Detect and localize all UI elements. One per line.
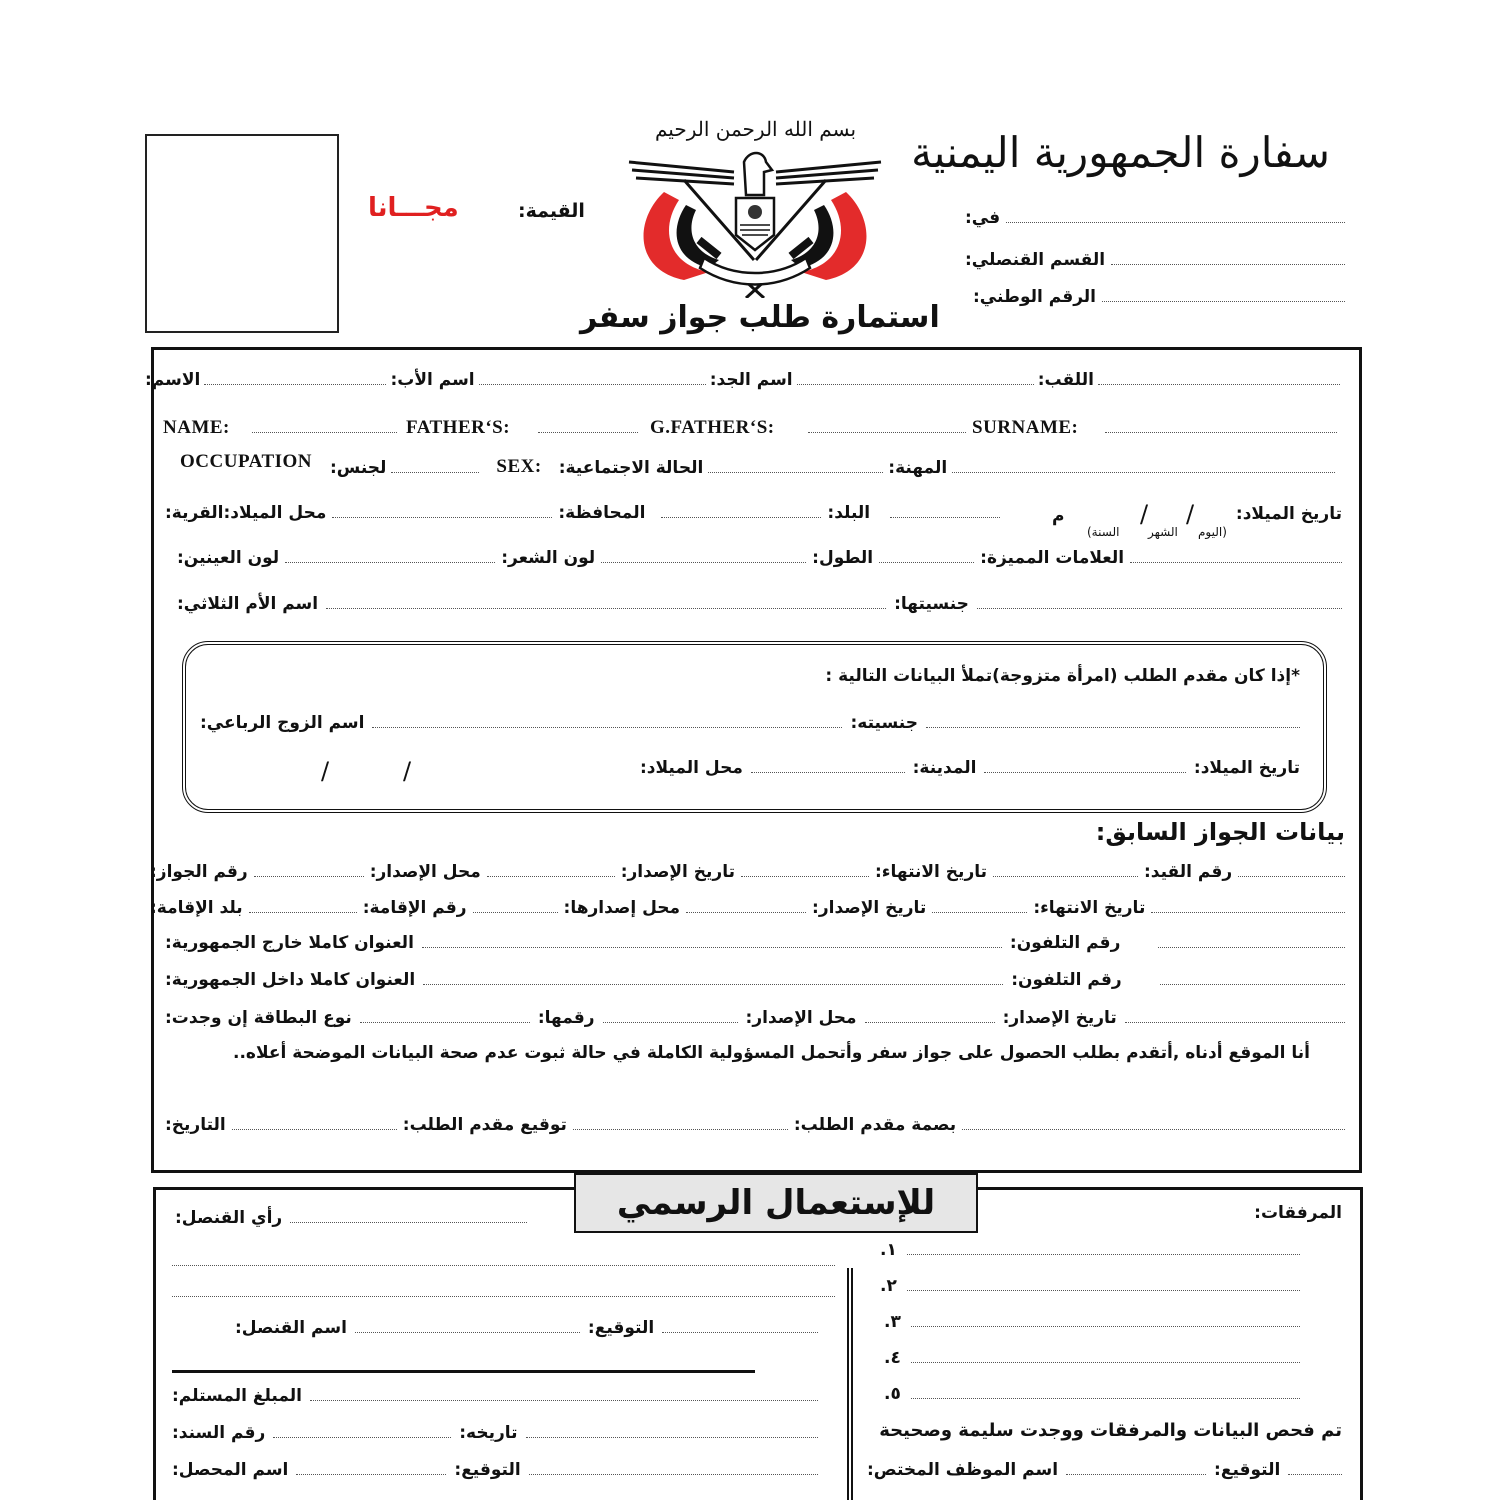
collector-row bbox=[172, 1460, 818, 1480]
husband-name-label: اسم الزوج الرباعي: bbox=[200, 713, 365, 733]
basmala: بسم الله الرحمن الرحيم bbox=[655, 117, 857, 141]
distinguishing-marks-input[interactable] bbox=[1130, 562, 1342, 563]
husband-city-input[interactable] bbox=[984, 772, 1185, 773]
attachment-item bbox=[880, 1276, 1300, 1296]
receipt-row bbox=[172, 1423, 818, 1443]
surname-ar-label: اللقب: bbox=[1037, 370, 1094, 390]
surname-en-input[interactable] bbox=[1105, 432, 1337, 433]
consul-opinion-input[interactable] bbox=[290, 1222, 527, 1223]
passport-row-1 bbox=[150, 862, 1345, 882]
husband-nationality-label: جنسيته: bbox=[850, 713, 918, 733]
address-abroad-input[interactable] bbox=[422, 947, 1002, 948]
attachment-item bbox=[884, 1384, 1300, 1404]
consul-opinion-row bbox=[175, 1208, 527, 1228]
official-use-box bbox=[153, 1187, 1363, 1500]
husband-birth-row bbox=[640, 758, 1300, 778]
address-home-label: العنوان كاملا داخل الجمهورية: bbox=[165, 970, 416, 990]
attachment-item bbox=[884, 1348, 1300, 1368]
officer-name-label: اسم الموظف المختص: bbox=[867, 1460, 1059, 1480]
officer-row bbox=[867, 1460, 1342, 1480]
mother-name-label: اسم الأم الثلاثي: bbox=[177, 594, 319, 614]
consul-name-label: اسم القنصل: bbox=[235, 1318, 347, 1338]
residence-number-label: رقم الإقامة: bbox=[362, 898, 467, 918]
attachment-number: ٣. bbox=[884, 1312, 901, 1332]
amount-received-label: المبلغ المستلم: bbox=[172, 1386, 302, 1406]
husband-birth-place-label: محل الميلاد: bbox=[640, 758, 743, 778]
hair-color-input[interactable] bbox=[601, 562, 806, 563]
mother-nationality-input[interactable] bbox=[977, 608, 1342, 609]
form-title: استمارة طلب جواز سفر bbox=[580, 300, 940, 335]
officer-signature-label: التوقيع: bbox=[1214, 1460, 1281, 1480]
passport-number-input[interactable] bbox=[254, 876, 364, 877]
national-number-input[interactable] bbox=[1102, 301, 1345, 302]
attachment-input[interactable] bbox=[907, 1290, 1300, 1291]
collector-name-input[interactable] bbox=[296, 1474, 446, 1475]
country-input[interactable] bbox=[890, 517, 1000, 518]
date-separator: / bbox=[1140, 500, 1149, 528]
receipt-date-input[interactable] bbox=[526, 1437, 818, 1438]
birth-village-label: محل الميلاد:القرية: bbox=[165, 503, 327, 523]
passport-issue-place-input[interactable] bbox=[487, 876, 615, 877]
surname-ar-input[interactable] bbox=[1098, 384, 1340, 385]
features-row bbox=[177, 548, 1342, 568]
husband-name-input[interactable] bbox=[372, 727, 842, 728]
governorate-input[interactable] bbox=[661, 517, 821, 518]
height-label: الطول: bbox=[812, 548, 874, 568]
officer-name-input[interactable] bbox=[1066, 1474, 1206, 1475]
card-number-label: رقمها: bbox=[537, 1008, 595, 1028]
registry-number-input[interactable] bbox=[1238, 876, 1345, 877]
collector-signature-label: التوقيع: bbox=[454, 1460, 521, 1480]
husband-nationality-input[interactable] bbox=[926, 727, 1300, 728]
passport-expiry-date-input[interactable] bbox=[993, 876, 1138, 877]
marital-status-input[interactable] bbox=[708, 472, 883, 473]
eye-color-label: لون العينين: bbox=[177, 548, 280, 568]
husband-row bbox=[200, 713, 1300, 733]
grandfather-en-label: G.FATHER‘S: bbox=[650, 417, 775, 438]
applicant-fingerprint-input[interactable] bbox=[962, 1129, 1345, 1130]
residence-expiry-date-label: تاريخ الانتهاء: bbox=[1033, 898, 1146, 918]
era-mark: م bbox=[1052, 506, 1065, 526]
residence-issue-date-label: تاريخ الإصدار: bbox=[812, 898, 927, 918]
residence-issue-date-input[interactable] bbox=[932, 912, 1027, 913]
attachment-number: ١. bbox=[880, 1240, 897, 1260]
consul-name-row bbox=[235, 1318, 818, 1338]
date-label: التاريخ: bbox=[165, 1115, 226, 1135]
phone-abroad-label: رقم التلفون: bbox=[1009, 933, 1121, 953]
address-abroad-label: العنوان كاملا خارج الجمهورية: bbox=[165, 933, 414, 953]
father-ar-input[interactable] bbox=[479, 384, 706, 385]
declaration-text: أنا الموقع أدناه ,أتقدم بطلب الحصول على جواز سفر وأتحمل المسؤولية الكاملة في حالة ثبوت عدم صحة البيانات الموضحة أعلاه.. bbox=[233, 1043, 1310, 1063]
yemen-coat-of-arms-icon bbox=[624, 150, 886, 298]
grandfather-ar-label: اسم الجد: bbox=[709, 370, 793, 390]
section-divider bbox=[172, 1370, 755, 1373]
passport-issue-place-label: محل الإصدار: bbox=[369, 862, 481, 882]
birth-place-row bbox=[165, 503, 1000, 523]
address-home-row bbox=[165, 970, 1345, 990]
husband-city-label: المدينة: bbox=[912, 758, 977, 778]
attachment-input[interactable] bbox=[911, 1398, 1300, 1399]
occupation-ar-label: المهنة: bbox=[888, 458, 948, 478]
attachment-item bbox=[880, 1240, 1300, 1260]
birth-village-input[interactable] bbox=[332, 517, 552, 518]
marital-status-label: الحالة الاجتماعية: bbox=[558, 458, 704, 478]
passport-expiry-date-label: تاريخ الانتهاء: bbox=[874, 862, 987, 882]
official-use-title: للإستعمال الرسمي bbox=[574, 1173, 978, 1233]
married-woman-note: *إذا كان مقدم الطلب (امرأة متزوجة)تملأ البيانات التالية : bbox=[825, 666, 1300, 686]
father-ar-label: اسم الأب: bbox=[390, 370, 475, 390]
card-type-input[interactable] bbox=[360, 1022, 530, 1023]
residence-country-label: بلد الإقامة: bbox=[150, 898, 243, 918]
birth-day-hint: (اليوم bbox=[1198, 525, 1227, 539]
previous-passport-heading: بيانات الجواز السابق: bbox=[1095, 818, 1345, 846]
consular-section-label: القسم القنصلي: bbox=[965, 250, 1106, 270]
name-ar-input[interactable] bbox=[204, 384, 386, 385]
verified-note: تم فحص البيانات والمرفقات ووجدت سليمة وصحيحة bbox=[879, 1420, 1342, 1441]
country-label: البلد: bbox=[827, 503, 871, 523]
sex-ar-label: لجنس: bbox=[330, 458, 387, 478]
passport-number-label: رقم الجواز: bbox=[150, 862, 248, 882]
passport-issue-date-label: تاريخ الإصدار: bbox=[620, 862, 735, 882]
field-in[interactable] bbox=[965, 208, 1345, 228]
sex-status-occupation-row bbox=[330, 456, 1335, 478]
mother-name-input[interactable] bbox=[326, 608, 886, 609]
father-en-label: FATHER‘S: bbox=[406, 417, 511, 438]
name-en-input[interactable] bbox=[252, 432, 397, 433]
collector-signature-input[interactable] bbox=[529, 1474, 818, 1475]
field-national-number[interactable] bbox=[973, 287, 1345, 307]
applicant-signature-label: توقيع مقدم الطلب: bbox=[402, 1115, 567, 1135]
date-separator: / bbox=[321, 757, 330, 785]
registry-number-label: رقم القيد: bbox=[1144, 862, 1233, 882]
mother-row bbox=[177, 594, 1342, 614]
grandfather-en-input[interactable] bbox=[808, 432, 966, 433]
birth-year-hint: السنة) bbox=[1087, 525, 1120, 539]
receipt-number-input[interactable] bbox=[273, 1437, 451, 1438]
amount-received-row bbox=[172, 1386, 818, 1406]
card-row bbox=[165, 1008, 1345, 1028]
signature-row bbox=[165, 1115, 1345, 1135]
applicant-signature-input[interactable] bbox=[573, 1129, 788, 1130]
mother-nationality-label: جنسيتها: bbox=[894, 594, 969, 614]
residence-issue-place-input[interactable] bbox=[686, 912, 806, 913]
receipt-date-label: تاريخه: bbox=[459, 1423, 518, 1443]
residence-number-input[interactable] bbox=[473, 912, 558, 913]
eye-color-input[interactable] bbox=[285, 562, 495, 563]
name-ar-label: الاسم: bbox=[145, 370, 201, 390]
attachment-item bbox=[884, 1312, 1300, 1332]
field-in-label: في: bbox=[965, 208, 1001, 228]
card-issue-date-input[interactable] bbox=[1125, 1022, 1345, 1023]
occupation-input[interactable] bbox=[952, 472, 1335, 473]
surname-en-label: SURNAME: bbox=[972, 417, 1079, 438]
attachment-input[interactable] bbox=[911, 1362, 1300, 1363]
height-input[interactable] bbox=[879, 562, 974, 563]
address-abroad-row bbox=[165, 933, 1345, 953]
grandfather-ar-input[interactable] bbox=[797, 384, 1034, 385]
residence-country-input[interactable] bbox=[249, 912, 357, 913]
consul-name-input[interactable] bbox=[355, 1332, 580, 1333]
applicant-fingerprint-label: بصمة مقدم الطلب: bbox=[793, 1115, 957, 1135]
card-issue-date-label: تاريخ الإصدار: bbox=[1002, 1008, 1117, 1028]
consular-section-input[interactable] bbox=[1111, 264, 1345, 265]
date-input[interactable] bbox=[232, 1129, 397, 1130]
date-separator: / bbox=[1186, 500, 1195, 528]
names-ar-row bbox=[145, 370, 1340, 390]
distinguishing-marks-label: العلامات المميزة: bbox=[980, 548, 1125, 568]
date-separator: / bbox=[403, 757, 412, 785]
column-divider bbox=[847, 1268, 853, 1500]
attachment-input[interactable] bbox=[911, 1326, 1300, 1327]
photo-placeholder-box bbox=[145, 134, 339, 333]
attachments-label: المرفقات: bbox=[1254, 1203, 1342, 1223]
husband-birth-place-input[interactable] bbox=[751, 772, 905, 773]
consul-opinion-line-2[interactable] bbox=[172, 1265, 835, 1266]
card-type-label: نوع البطاقة إن وجدت: bbox=[165, 1008, 352, 1028]
card-issue-place-input[interactable] bbox=[865, 1022, 995, 1023]
sex-input[interactable] bbox=[391, 472, 479, 473]
consul-opinion-line-3[interactable] bbox=[172, 1296, 835, 1297]
father-en-input[interactable] bbox=[538, 432, 638, 433]
attachment-number: ٥. bbox=[884, 1384, 901, 1404]
birth-date-label: تاريخ الميلاد: bbox=[1235, 504, 1342, 524]
passport-issue-date-input[interactable] bbox=[741, 876, 869, 877]
consul-signature-input[interactable] bbox=[662, 1332, 818, 1333]
field-consular-section[interactable] bbox=[965, 250, 1345, 270]
national-number-label: الرقم الوطني: bbox=[973, 287, 1096, 307]
phone-home-input[interactable] bbox=[1160, 984, 1345, 985]
hair-color-label: لون الشعر: bbox=[501, 548, 596, 568]
fee-value: مجـــانا bbox=[368, 193, 459, 223]
phone-home-label: رقم التلفون: bbox=[1011, 970, 1122, 990]
residence-expiry-date-input[interactable] bbox=[1151, 912, 1345, 913]
attachment-input[interactable] bbox=[907, 1254, 1300, 1255]
collector-name-label: اسم المحصل: bbox=[172, 1460, 289, 1480]
birth-month-hint: الشهر bbox=[1148, 525, 1178, 539]
sex-en-label: SEX: bbox=[496, 456, 542, 477]
attachment-number: ٤. bbox=[884, 1348, 901, 1368]
field-in-input[interactable] bbox=[1006, 222, 1345, 223]
amount-received-input[interactable] bbox=[310, 1400, 818, 1401]
husband-birth-date-label: تاريخ الميلاد: bbox=[1193, 758, 1300, 778]
phone-abroad-input[interactable] bbox=[1158, 947, 1345, 948]
passport-row-2 bbox=[150, 898, 1345, 918]
name-en-label: NAME: bbox=[163, 417, 230, 438]
embassy-title: سفارة الجمهورية اليمنية bbox=[911, 128, 1330, 177]
address-home-input[interactable] bbox=[423, 984, 1003, 985]
receipt-number-label: رقم السند: bbox=[172, 1423, 266, 1443]
consul-opinion-label: رأي القنصل: bbox=[175, 1208, 283, 1228]
officer-signature-input[interactable] bbox=[1288, 1474, 1342, 1475]
card-issue-place-label: محل الإصدار: bbox=[745, 1008, 857, 1028]
consul-signature-label: التوقيع: bbox=[587, 1318, 655, 1338]
occupation-en-label: OCCUPATION bbox=[180, 451, 313, 472]
card-number-input[interactable] bbox=[603, 1022, 738, 1023]
residence-issue-place-label: محل إصدارها: bbox=[563, 898, 681, 918]
governorate-label: المحافظة: bbox=[558, 503, 646, 523]
fee-label: القيمة: bbox=[518, 200, 585, 222]
attachment-number: ٢. bbox=[880, 1276, 897, 1296]
